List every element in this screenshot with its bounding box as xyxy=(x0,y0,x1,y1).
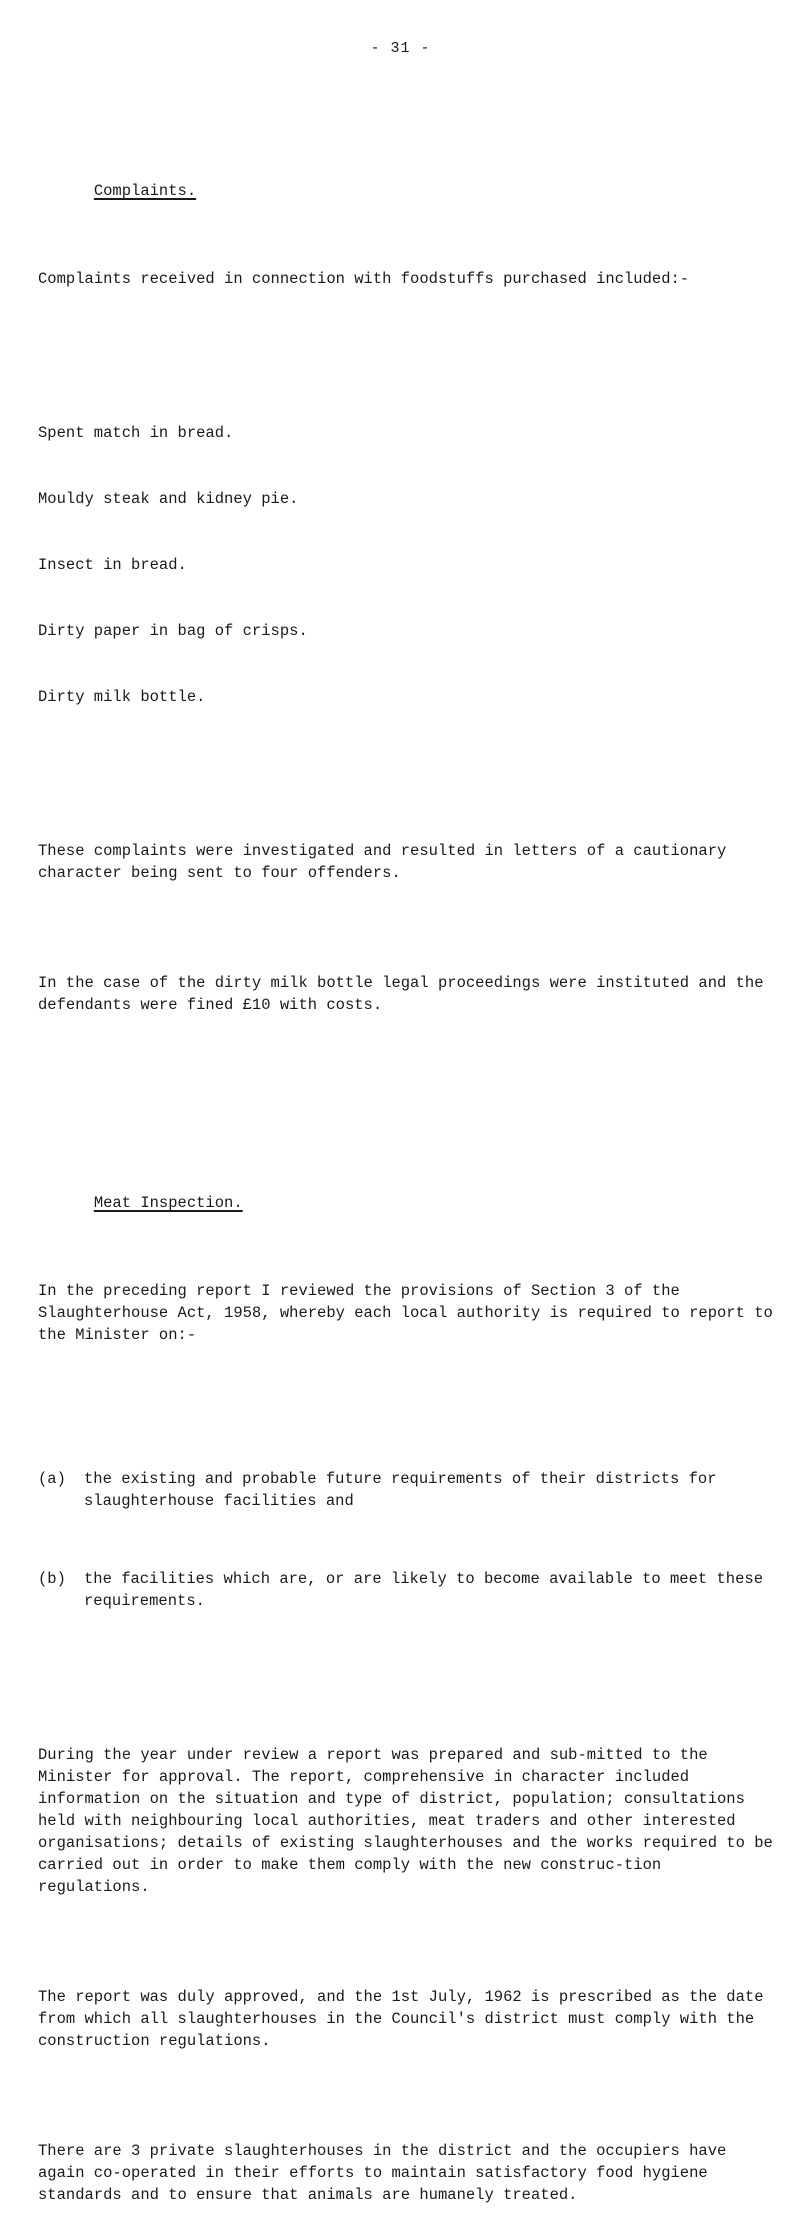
list-item: Mouldy steak and kidney pie. xyxy=(38,490,299,508)
list-item: Spent match in bread. xyxy=(38,424,234,442)
list-marker: (b) xyxy=(38,1570,66,1588)
complaints-heading: Complaints. xyxy=(93,182,197,200)
list-item: Insect in bread. xyxy=(38,556,187,574)
meat-inspection-section xyxy=(38,1170,783,2240)
list-item-text: the existing and probable future requirements of their districts for slaughterhouse facilities and xyxy=(84,1470,726,1510)
complaints-list xyxy=(38,378,778,752)
list-item: Dirty paper in bag of crisps. xyxy=(38,622,308,640)
meat-inspection-paragraph-slaughterhouses: There are 3 private slaughterhouses in the district and the occupiers have again co-operated in their efforts to maintain satisfactory food hygiene standards and to ensure that animals are humanely treated. xyxy=(38,2142,736,2204)
complaints-section xyxy=(38,158,778,1060)
page-number: - 31 - xyxy=(370,40,431,57)
complaints-intro: Complaints received in connection with foodstuffs purchased included:- xyxy=(38,270,690,288)
list-marker: (a) xyxy=(38,1470,66,1488)
list-item: Dirty milk bottle. xyxy=(38,688,206,706)
list-item xyxy=(38,1468,778,1512)
meat-inspection-intro: In the preceding report I reviewed the provisions of Section 3 of the Slaughterhouse Act, 1958, whereby each local authority is required to report to the Minister on:- xyxy=(38,1282,783,1344)
complaints-paragraph-proceedings: In the case of the dirty milk bottle legal proceedings were instituted and the defendants were fined £10 with costs. xyxy=(38,974,773,1014)
meat-inspection-paragraph-report: During the year under review a report was prepared and sub-mitted to the Minister for approval. The report, comprehensive in character included information on the situation and type of district, population; consultations held with neighbouring local authorities, meat traders and other interested organisations; details of existing slaughterhouses and the works required to be carried out in order to make them comply with the new construc-tion regulations. xyxy=(38,1746,783,1896)
meat-inspection-heading: Meat Inspection. xyxy=(93,1194,243,1212)
meat-inspection-paragraph-approval: The report was duly approved, and the 1st July, 1962 is prescribed as the date from which all slaughterhouses in the Council's district must comply with the construction regulations. xyxy=(38,1988,773,2050)
document-body xyxy=(38,70,783,2240)
list-item-text: the facilities which are, or are likely to become available to meet these requirements. xyxy=(84,1570,773,1610)
requirements-list xyxy=(38,1412,778,1656)
complaints-paragraph-investigation: These complaints were investigated and resulted in letters of a cautionary character being sent to four offenders. xyxy=(38,842,736,882)
list-item xyxy=(38,1568,778,1612)
